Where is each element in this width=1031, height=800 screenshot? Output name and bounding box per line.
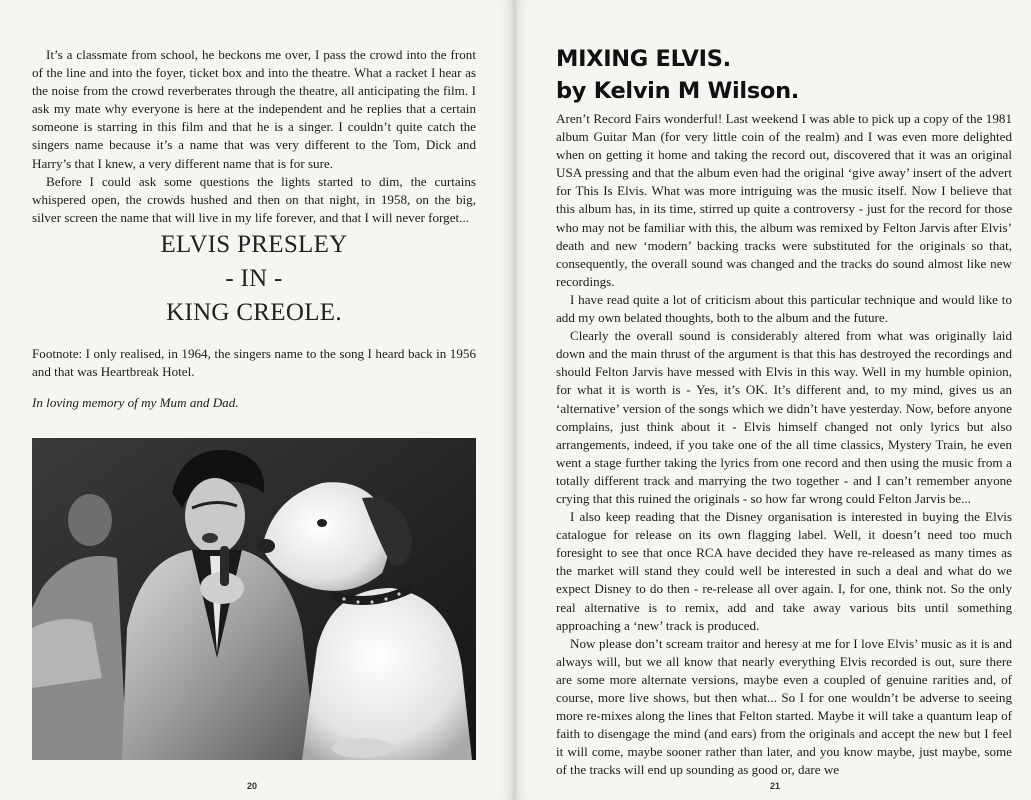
article-headline: MIXING ELVIS. (556, 46, 731, 72)
left-paragraph-1: It’s a classmate from school, he beckons me over, I pass the crowd into the front of the line and into the foyer, ticket box and into the theatre. What a racket I hear as the noise from the crowd reverberates through the theatre, all anticipating the film. I ask my mate why everyone is here at the independent and he replies that a certain someone is starring in this film and that he is a singer. I couldn’t quite catch the singers name because it’s a name that was very different to the Tom, Dick and Harry’s that I knew, a very different name that is for sure. (32, 47, 476, 171)
film-title-line-1: ELVIS PRESLEY (160, 231, 348, 258)
memorial-dedication: In loving memory of my Mum and Dad. (32, 395, 239, 410)
right-paragraph-5: Now please don’t scream traitor and heresy at me for I love Elvis’ music as it is and always will, but we all know that nearly everything Elvis recorded is out, sure there are some more alternate versions, maybe even a coupled of genuine rarities and, of course, more live shows, but then what... So I for one wouldn’t be adverse to seeing more re-mixes along the lines that Felton started. Maybe it will take a quantum leap of faith to disengage the mind (and ears) from the originals and accept the new but I feel it will come, maybe sooner rather than later, and you know maybe, just maybe, some of the tracks will end up sounding as good or, dare we (556, 635, 1012, 778)
right-page (516, 0, 1031, 800)
film-title-line-2: - IN - (225, 265, 283, 292)
elvis-with-nipper-photo (32, 438, 476, 760)
article-byline: by Kelvin M Wilson. (556, 78, 800, 104)
right-article-body (556, 110, 1012, 779)
right-paragraph-3: Clearly the overall sound is considerably altered from what was originally laid down and the main thrust of the argument is that this has destroyed the recordings and should Felton Jarvis have messed with Elvis in this way. Well in my humble opinion, for what it is worth is - Yes, it’s OK. It’s different and, to my mind, gives us an ‘alternative’ version of the songs which we didn’t have yesterday. Now, before anyone complains, just think about it - Elvis himself changed not only lyrics but also arrangements, indeed, if you take one of the all time classics, Mystery Train, he even went a stage further taking the lyrics from one record and then using the music from a totally different track and marrying the two together - and I can’t remember anyone crying that this ruined the originals - so how far wrong could Felton Jarvis be... (556, 328, 1012, 506)
right-paragraph-4: I also keep reading that the Disney organisation is interested in buying the Elvis catalogue for release on its own flagging label. Well, it doesn’t need too much foresight to see that once RCA have decided they have re-released as many times as the market will stand they could well be interested in such a deal and what do we expect Disney to do then - re-release all over again. I, for one, think not. So the only real alternative is to remix, add and take away various bits until something approaching a ‘new’ track is produced. (556, 509, 1012, 633)
left-page (0, 0, 513, 800)
page-number-right: 21 (770, 781, 781, 791)
page-number-left: 20 (247, 781, 258, 791)
right-paragraph-1: Aren’t Record Fairs wonderful! Last weekend I was able to pick up a copy of the 1981 album Guitar Man (for very little coin of the realm) and I was even more delighted when on getting it home and taking the record out, discovered that it was an original USA pressing and that the album even had the original ‘give away’ insert of the advert for This Is Elvis. What was more intriguing was the music itself. Now I believe that this album has, in its time, stirred up quite a controversy - just for the record for those who may not be familiar with this, the album was remixed by Felton Jarvis after Elvis’ death and new ‘modern’ backing tracks were substituted for the originals so that, consequently, the overall sound was changed and the tracks do sound almost like new recordings. (556, 111, 1012, 289)
film-title-line-3: KING CREOLE. (166, 299, 342, 326)
right-paragraph-2: I have read quite a lot of criticism about this particular technique and would like to add my own belated thoughts, both to the album and the future. (556, 291, 1012, 326)
left-article-body (32, 46, 476, 227)
left-paragraph-2: Before I could ask some questions the lights started to dim, the curtains whispered open, the crowds hushed and then on that night, in 1958, on the big, silver screen the name that will live in my life forever, and that I will never forget... (32, 173, 476, 225)
footnote: Footnote: I only realised, in 1964, the singers name to the song I heard back in 1956 and that was Heartbreak Hotel. (32, 346, 476, 380)
